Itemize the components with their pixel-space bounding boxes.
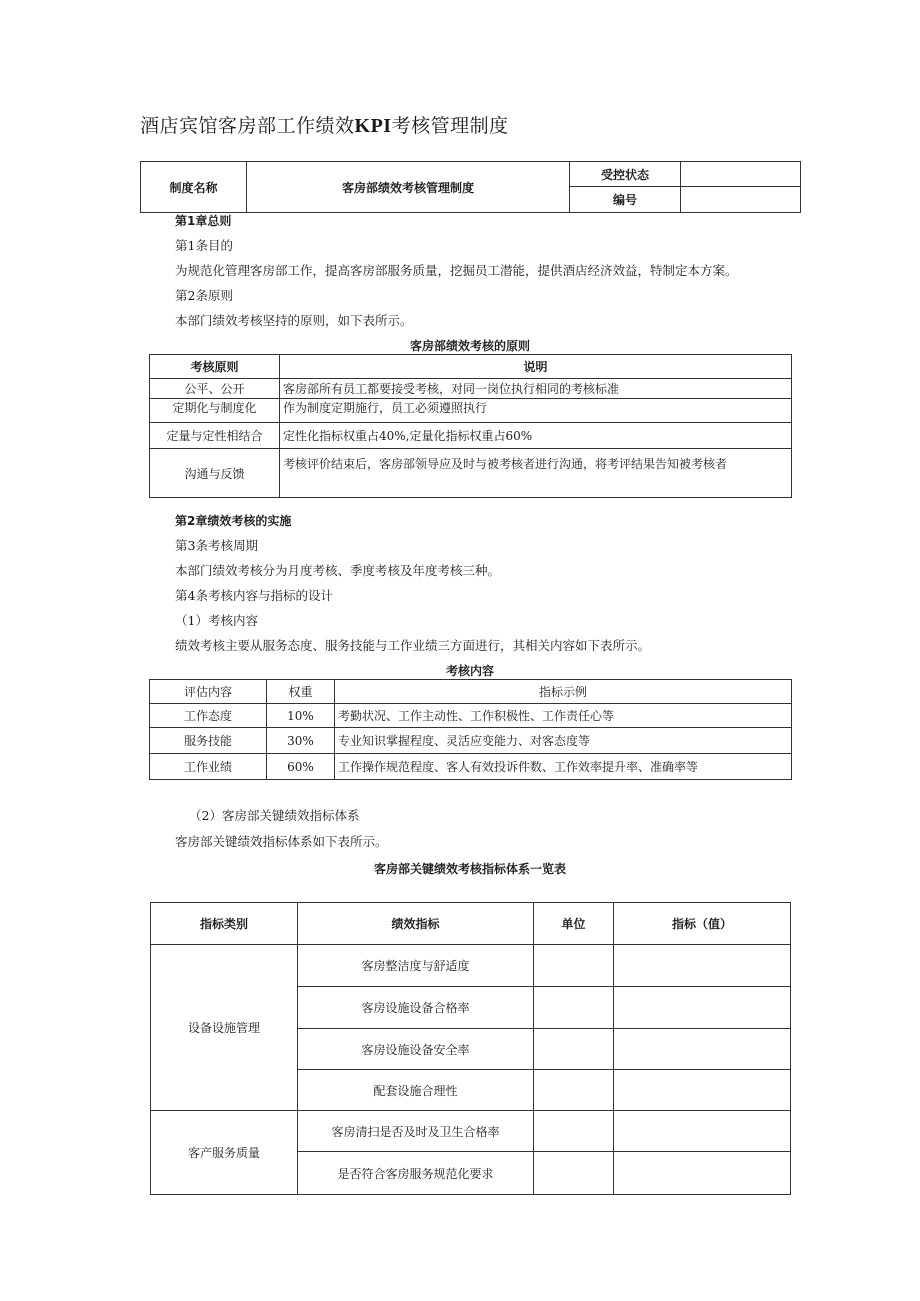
kpi-value-cell (614, 945, 791, 987)
content-caption: 考核内容 (445, 664, 494, 678)
value-doc-name: 客房部绩效考核管理制度 (247, 162, 570, 213)
kpi-caption: 客房部关键绩效考核指标体系一览表 (373, 862, 566, 876)
article3-text: 本部门绩效考核分为月度考核、季度考核及年度考核三种。 (175, 563, 501, 578)
kpi-category-service: 客产服务质量 (151, 1111, 298, 1195)
kpi-table (150, 902, 791, 1195)
kpi-value-cell (614, 1111, 791, 1152)
kpi-value-cell (614, 1152, 791, 1195)
label-doc-name: 制度名称 (141, 162, 247, 213)
header-table (140, 161, 801, 213)
chapter2-heading: 第2章绩效考核的实施 (175, 514, 292, 528)
principles-header-desc: 说明 (280, 355, 792, 379)
kpi-unit-cell (534, 1111, 614, 1152)
content-example-cell: 考勤状况、工作主动性、工作积极性、工作责任心等 (335, 704, 792, 728)
kpi-header-indicator: 绩效指标 (298, 903, 534, 945)
subsection2-title: （2）客房部关键绩效指标体系 (189, 808, 360, 823)
article2-text: 本部门绩效考核坚持的原则，如下表所示。 (175, 313, 413, 328)
kpi-indicator-cell: 客房清扫是否及时及卫生合格率 (298, 1111, 534, 1152)
content-item-cell: 工作态度 (150, 704, 267, 728)
kpi-unit-cell (534, 945, 614, 987)
content-item-cell: 服务技能 (150, 728, 267, 754)
content-weight-cell: 10% (267, 704, 335, 728)
principles-header-principle: 考核原则 (150, 355, 280, 379)
content-example-cell: 专业知识掌握程度、灵活应变能力、对客态度等 (335, 728, 792, 754)
article3-title: 第3条考核周期 (175, 538, 258, 553)
title-prefix: 酒店宾馆客房部工作绩效 (140, 115, 355, 137)
kpi-header-unit: 单位 (534, 903, 614, 945)
kpi-value-cell (614, 1070, 791, 1111)
label-control-status: 受控状态 (570, 162, 681, 187)
kpi-unit-cell (534, 1152, 614, 1195)
kpi-value-cell (614, 1029, 791, 1070)
kpi-unit-cell (534, 1070, 614, 1111)
principle-desc-cell: 定性化指标权重占40%,定量化指标权重占60% (280, 423, 792, 449)
content-header-weight: 权重 (267, 680, 335, 704)
content-header-item: 评估内容 (150, 680, 267, 704)
kpi-indicator-cell: 客房整洁度与舒适度 (298, 945, 534, 987)
kpi-indicator-cell: 配套设施合理性 (298, 1070, 534, 1111)
value-control-status (681, 162, 801, 187)
title-kpi: KPI (354, 115, 392, 137)
article4-title: 第4条考核内容与指标的设计 (175, 588, 333, 603)
kpi-indicator-cell: 是否符合客房服务规范化要求 (298, 1152, 534, 1195)
subsection2-text: 客房部关键绩效指标体系如下表所示。 (175, 834, 388, 849)
document-title (140, 111, 509, 138)
content-header-example: 指标示例 (335, 680, 792, 704)
kpi-header-value: 指标（值） (614, 903, 791, 945)
principle-cell: 沟通与反馈 (150, 449, 280, 498)
content-weight-cell: 60% (267, 754, 335, 780)
principle-desc-cell: 作为制度定期施行，员工必须遵照执行 (280, 399, 792, 423)
kpi-value-cell (614, 987, 791, 1029)
kpi-indicator-cell: 客房设施设备安全率 (298, 1029, 534, 1070)
subsection1-text: 绩效考核主要从服务态度、服务技能与工作业绩三方面进行，其相关内容如下表所示。 (175, 638, 651, 653)
principle-cell: 公平、公开 (150, 379, 280, 399)
article2-title: 第2条原则 (175, 288, 233, 303)
principle-desc-cell: 客房部所有员工都要接受考核，对同一岗位执行相同的考核标准 (280, 379, 792, 399)
content-item-cell: 工作业绩 (150, 754, 267, 780)
value-doc-number (681, 187, 801, 213)
label-doc-number: 编号 (570, 187, 681, 213)
kpi-category-facilities: 设备设施管理 (151, 945, 298, 1111)
chapter1-heading: 第1章总则 (175, 214, 232, 228)
principle-cell: 定期化与制度化 (150, 399, 280, 423)
kpi-header-category: 指标类别 (151, 903, 298, 945)
article1-text: 为规范化管理客房部工作，提高客房部服务质量，挖掘员工潜能，提供酒店经济效益，特制定本方案。 (175, 263, 738, 278)
content-example-cell: 工作操作规范程度、客人有效投诉件数、工作效率提升率、准确率等 (335, 754, 792, 780)
content-table (149, 679, 792, 780)
principles-caption: 客房部绩效考核的原则 (409, 339, 530, 353)
subsection1-title: （1）考核内容 (175, 613, 258, 628)
kpi-unit-cell (534, 987, 614, 1029)
article1-title: 第1条目的 (175, 238, 233, 253)
principle-cell: 定量与定性相结合 (150, 423, 280, 449)
principles-table (149, 354, 792, 498)
kpi-unit-cell (534, 1029, 614, 1070)
principle-desc-cell: 考核评价结束后，客房部领导应及时与被考核者进行沟通，将考评结果告知被考核者 (280, 449, 792, 498)
kpi-indicator-cell: 客房设施设备合格率 (298, 987, 534, 1029)
content-weight-cell: 30% (267, 728, 335, 754)
title-suffix: 考核管理制度 (391, 115, 509, 137)
